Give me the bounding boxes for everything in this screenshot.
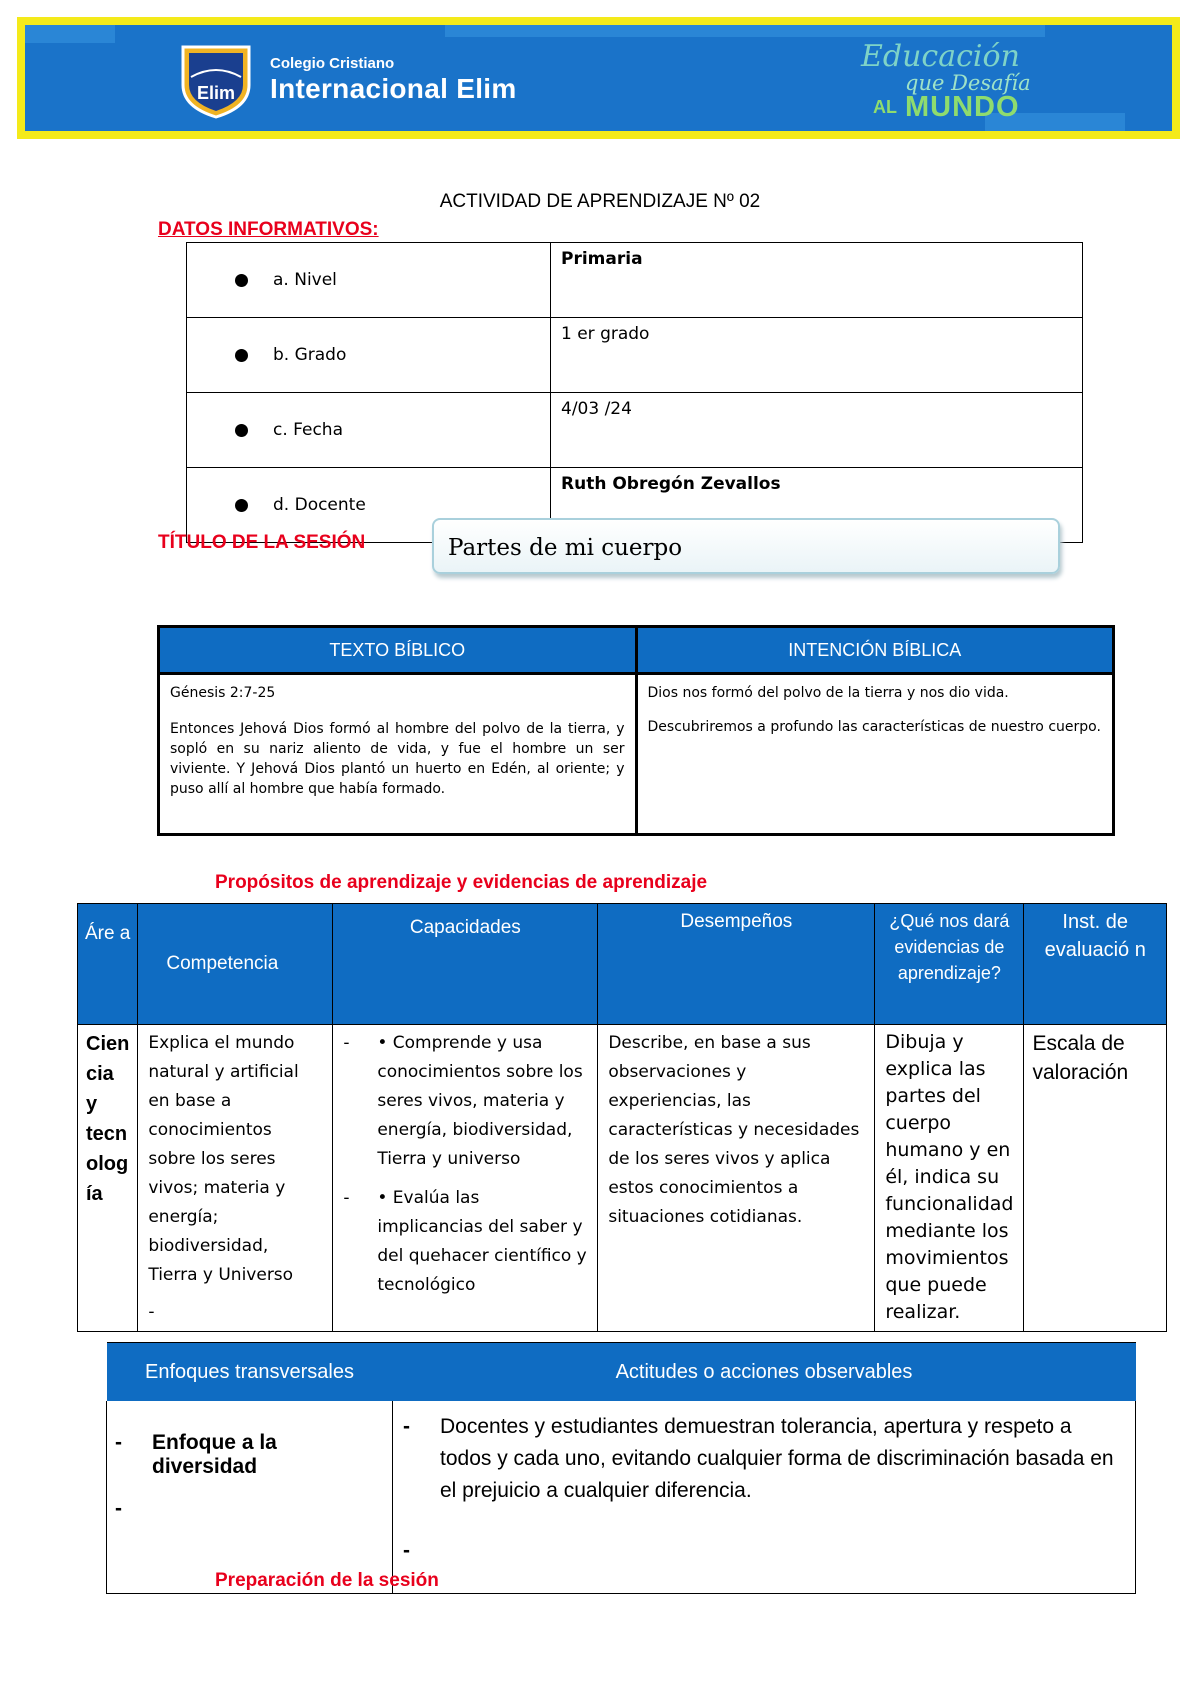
actitud-text: Docentes y estudiantes demuestran tolerancia, apertura y respeto a todos y cada uno, evitando cualquier forma de discriminación basada en el prejuicio a cualquier diferencia. (440, 1415, 1114, 1502)
info-row (187, 318, 1083, 393)
school-name-big: Internacional Elim (270, 73, 517, 104)
intencion-biblica-cell (636, 674, 1114, 835)
slogan-mundo: MUNDO (905, 91, 1020, 123)
activity-title: ACTIVIDAD DE APRENDIZAJE Nº 02 (439, 191, 761, 212)
enfoque-cell (107, 1401, 393, 1594)
bible-reference: Génesis 2:7-25 (170, 685, 276, 701)
info-label: c. Fecha (273, 420, 344, 440)
slogan-al: AL (873, 97, 897, 117)
info-label: a. Nivel (273, 270, 337, 290)
info-value: 4/03 /24 (551, 393, 1083, 468)
info-value: 1 er grado (551, 318, 1083, 393)
desempenos-header: Desempeños (598, 904, 875, 1025)
info-label: d. Docente (273, 495, 366, 515)
competencia-header: Competencia (138, 904, 333, 1025)
biblical-table (157, 625, 1115, 836)
capacidad-item: - • Evalúa las implicancias del saber y del quehacer científico y tecnológico (343, 1188, 587, 1295)
actitudes-header: Actitudes o acciones observables (393, 1343, 1136, 1402)
preparation-heading: Preparación de la sesión (215, 1570, 439, 1591)
school-name-small: Colegio Cristiano (270, 55, 395, 72)
enfoque-dash: - (115, 1497, 122, 1520)
info-row (187, 393, 1083, 468)
info-value: Ruth Obregón Zevallos (551, 468, 1083, 543)
header-banner (17, 17, 1180, 139)
actitud-dash: - (403, 1539, 410, 1562)
capacidades-header: Capacidades (333, 904, 598, 1025)
actitud-cell (393, 1401, 1136, 1594)
instrumento-header: Inst. de evaluació n (1024, 904, 1167, 1025)
info-table (186, 242, 1083, 543)
intencion-biblica-header: INTENCIÓN BÍBLICA (636, 627, 1114, 674)
slogan-line-1: Educación (861, 39, 1020, 74)
bullet-icon (235, 424, 248, 437)
competencia-text: Explica el mundo natural y artificial en base a conocimientos sobre los seres vivos; materia y energía; biodiversidad, Tierra y Universo (148, 1033, 299, 1285)
purposes-heading: Propósitos de aprendizaje y evidencias de aprendizaje (215, 872, 708, 893)
info-value: Primaria (551, 243, 1083, 318)
texto-biblico-cell (159, 674, 637, 835)
competencia-dash: - (148, 1302, 155, 1322)
bible-text: Entonces Jehová Dios formó al hombre del polvo de la tierra, y sopló en su nariz aliento de vida, y fue el hombre un ser viviente. Y Jehová Dios plantó un huerto en Edén, al oriente; y puso allí al hombre que había formado. (170, 721, 625, 797)
enfoques-header: Enfoques transversales (107, 1343, 393, 1402)
enfoque-text: Enfoque a la diversidad (152, 1431, 277, 1478)
actitud-dash: - (403, 1415, 410, 1438)
shield-text: Elim (196, 83, 236, 103)
purposes-table (77, 903, 1167, 1332)
transversal-table (106, 1342, 1136, 1594)
session-title-box: Partes de mi cuerpo (432, 518, 1060, 574)
header-banner-inner (25, 25, 1172, 131)
datos-informativos-heading: DATOS INFORMATIVOS: (158, 219, 379, 240)
bullet-icon (235, 274, 248, 287)
enfoque-dash: - (115, 1431, 122, 1454)
info-row (187, 243, 1083, 318)
evidencia-cell: Dibuja y explica las partes del cuerpo humano y en él, indica su funcionalidad mediante los movimientos que puede realizar. (875, 1025, 1024, 1332)
capacidades-cell (333, 1025, 598, 1332)
slogan-line-2: que Desafía (905, 71, 1031, 95)
capacidad-item: - • Comprende y usa conocimientos sobre los seres vivos, materia y energía, biodiversidad, Tierra y universo (343, 1033, 583, 1169)
info-label: b. Grado (273, 345, 347, 365)
evidencias-header: ¿Qué nos dará evidencias de aprendizaje? (875, 904, 1024, 1025)
desempeno-cell: Describe, en base a sus observaciones y experiencias, las características y necesidades de los seres vivos y aplica estos conocimientos a situaciones cotidianas. (598, 1025, 875, 1332)
competencia-cell (138, 1025, 333, 1332)
bullet-icon (235, 349, 248, 362)
area-header: Áre a (78, 904, 138, 1025)
intention-paragraph-1: Dios nos formó del polvo de la tierra y nos dio vida. (647, 685, 1009, 701)
bullet-icon (235, 499, 248, 512)
texto-biblico-header: TEXTO BÍBLICO (159, 627, 637, 674)
school-shield-logo (177, 41, 255, 119)
session-title-label: TÍTULO DE LA SESIÓN (158, 532, 366, 553)
intention-paragraph-2: Descubriremos a profundo las características de nuestro cuerpo. (647, 719, 1101, 735)
area-cell: Cien cia y tecn olog ía (78, 1025, 138, 1332)
instrumento-cell: Escala de valoración (1024, 1025, 1167, 1332)
